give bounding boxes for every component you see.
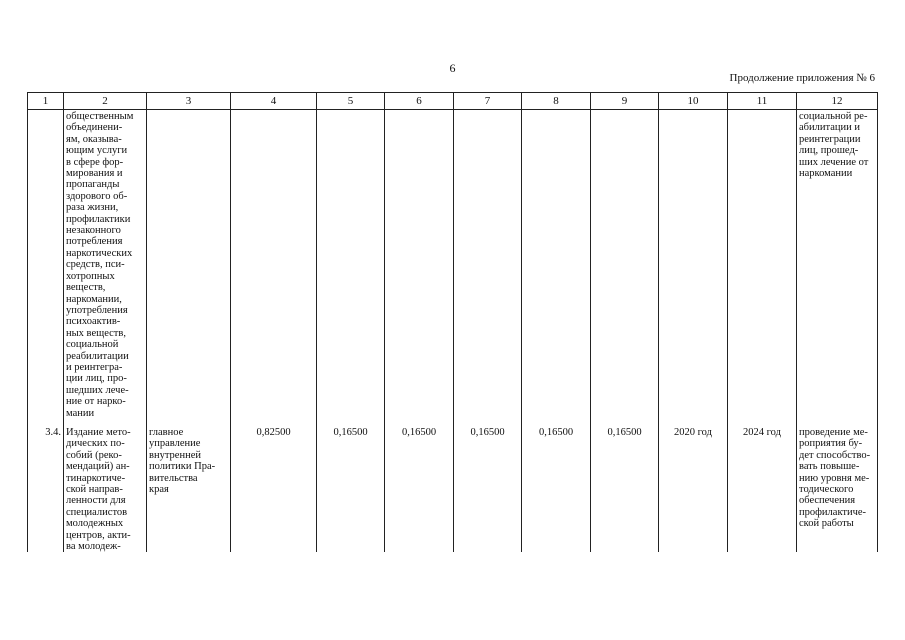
funding-year-cell: 0,16500	[591, 427, 659, 552]
funding-total-cell: 0,82500	[231, 427, 317, 552]
table-cell	[728, 110, 797, 427]
column-header: 6	[385, 93, 454, 110]
column-header: 10	[659, 93, 728, 110]
page-number: 6	[449, 61, 456, 75]
column-header: 4	[231, 93, 317, 110]
column-header: 3	[147, 93, 231, 110]
appendix-continuation-label: Продолжение приложения № 6	[729, 72, 875, 84]
result-cell: проведение ме- роприятия бу- дет способство- вать повыше- нию уровня ме- тодического обеспечения профилактиче- ской работы	[797, 427, 878, 552]
funding-year-cell: 0,16500	[385, 427, 454, 552]
table-cell	[231, 110, 317, 427]
table-row-3-4	[28, 427, 878, 552]
column-header: 5	[317, 93, 385, 110]
table-cell	[522, 110, 591, 427]
executor-cell: главное управление внутренней политики Пра- вительства края	[147, 427, 231, 552]
measure-name-cell: общественным объединени- ям, оказыва- ющим услуги в сфере фор- мирования и пропаганды здорового об- раза жизни, профилактики незаконного потребления наркотических средств, пси- хотропных веществ, наркомании, употребления психоактив- ных веществ, социальной реабилитации и реинтегра- ции лиц, про- шедших лече- ние от нарко- мании	[64, 110, 147, 427]
row-number-cell: 3.4.	[28, 427, 64, 552]
column-header: 2	[64, 93, 147, 110]
column-header: 12	[797, 93, 878, 110]
measure-name-cell: Издание мето- дических по- собий (реко- мендаций) ан- тинаркотиче- ской направ- ленности для специалистов молодежных центров, акти- ва молодеж-	[64, 427, 147, 552]
column-header: 8	[522, 93, 591, 110]
end-year-cell: 2024 год	[728, 427, 797, 552]
funding-year-cell: 0,16500	[454, 427, 522, 552]
table-cell	[454, 110, 522, 427]
table-cell	[591, 110, 659, 427]
table-cell	[659, 110, 728, 427]
result-cell: социальной ре- абилитации и реинтеграции лиц, прошед- ших лечение от наркомании	[797, 110, 878, 427]
column-header: 11	[728, 93, 797, 110]
column-header: 1	[28, 93, 64, 110]
column-header: 7	[454, 93, 522, 110]
program-measures-table	[27, 92, 878, 552]
table-row-continuation	[28, 110, 878, 427]
start-year-cell: 2020 год	[659, 427, 728, 552]
column-header: 9	[591, 93, 659, 110]
funding-year-cell: 0,16500	[317, 427, 385, 552]
table-cell	[317, 110, 385, 427]
executor-cell	[147, 110, 231, 427]
header-row	[28, 93, 878, 110]
funding-year-cell: 0,16500	[522, 427, 591, 552]
row-number-cell	[28, 110, 64, 427]
table-cell	[385, 110, 454, 427]
